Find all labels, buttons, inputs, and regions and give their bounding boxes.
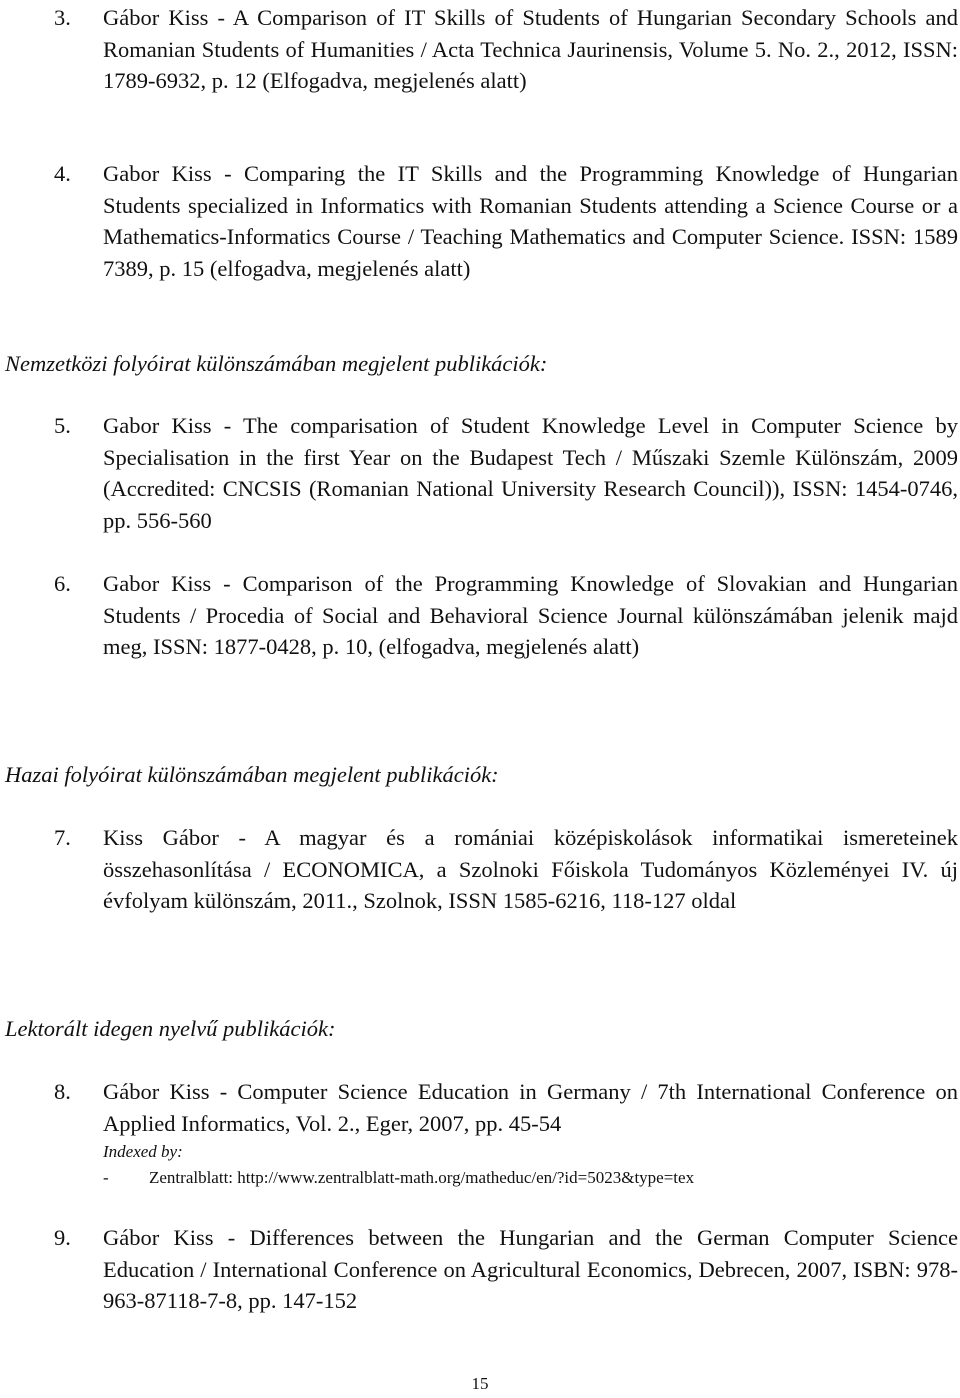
item-number: 5. <box>54 413 71 438</box>
item-text: Gábor Kiss - A Comparison of IT Skills of Students of Hungarian Secondary Schools and Romanian Students of Humanities / Acta Technica Jaurinensis, Volume 5. No. 2., 2012, ISSN: 1789-6932, p. 12 (Elfogadva, megjelenés alatt) <box>103 5 958 93</box>
item-number: 8. <box>54 1079 71 1104</box>
item-number: 4. <box>54 161 71 186</box>
item-number: 6. <box>54 571 71 596</box>
item-text: Gabor Kiss - The comparisation of Student Knowledge Level in Computer Science by Specialisation in the first Year on the Budapest Tech / Műszaki Szemle Különszám, 2009 (Accredited: CNCSIS (Romanian National University Research Council)), ISSN: 1454-0746, pp. 556-560 <box>103 413 958 533</box>
item-text: Kiss Gábor - A magyar és a romániai középiskolások informatikai ismereteinek összehasonlítása / ECONOMICA, a Szolnoki Főiskola Tudományos Közleményei IV. új évfolyam különszám, 2011., Szolnok, ISSN 1585-6216, 118-127 oldal <box>103 825 958 913</box>
item-text: Gabor Kiss - Comparing the IT Skills and the Programming Knowledge of Hungarian Students specialized in Informatics with Romanian Students attending a Science Course or a Mathematics-Informatics Course / Teaching Mathematics and Computer Science. ISSN: 1589 7389, p. 15 (elfogadva, megjelenés alatt) <box>103 161 958 281</box>
item-text: Gábor Kiss - Differences between the Hungarian and the German Computer Science Education / International Conference on Agricultural Economics, Debrecen, 2007, ISBN: 978-963-87118-7-8, pp. 147-152 <box>103 1225 958 1313</box>
section-heading-international: Nemzetközi folyóirat különszámában megjelent publikációk: <box>5 351 548 376</box>
indexed-by-block <box>103 1139 958 1187</box>
item-number: 9. <box>54 1225 71 1250</box>
list-dash: - <box>103 1168 109 1187</box>
item-number: 3. <box>54 5 71 30</box>
section-heading-domestic: Hazai folyóirat különszámában megjelent publikációk: <box>5 762 499 787</box>
page-number: 15 <box>471 1374 489 1393</box>
section-heading-reviewed-foreign: Lektorált idegen nyelvű publikációk: <box>5 1016 336 1041</box>
zentralblatt-entry: Zentralblatt: http://www.zentralblatt-math.org/matheduc/en/?id=5023&type=tex <box>149 1168 695 1187</box>
item-text: Gabor Kiss - Comparison of the Programming Knowledge of Slovakian and Hungarian Students / Procedia of Social and Behavioral Science Journal különszámában jelenik majd meg, ISSN: 1877-0428, p. 10, (elfogadva, megjelenés alatt) <box>103 571 958 659</box>
item-number: 7. <box>54 825 71 850</box>
item-text: Gábor Kiss - Computer Science Education in Germany / 7th International Conference on Applied Informatics, Vol. 2., Eger, 2007, pp. 45-54 <box>103 1079 958 1136</box>
indexed-by-label: Indexed by: <box>103 1142 183 1161</box>
